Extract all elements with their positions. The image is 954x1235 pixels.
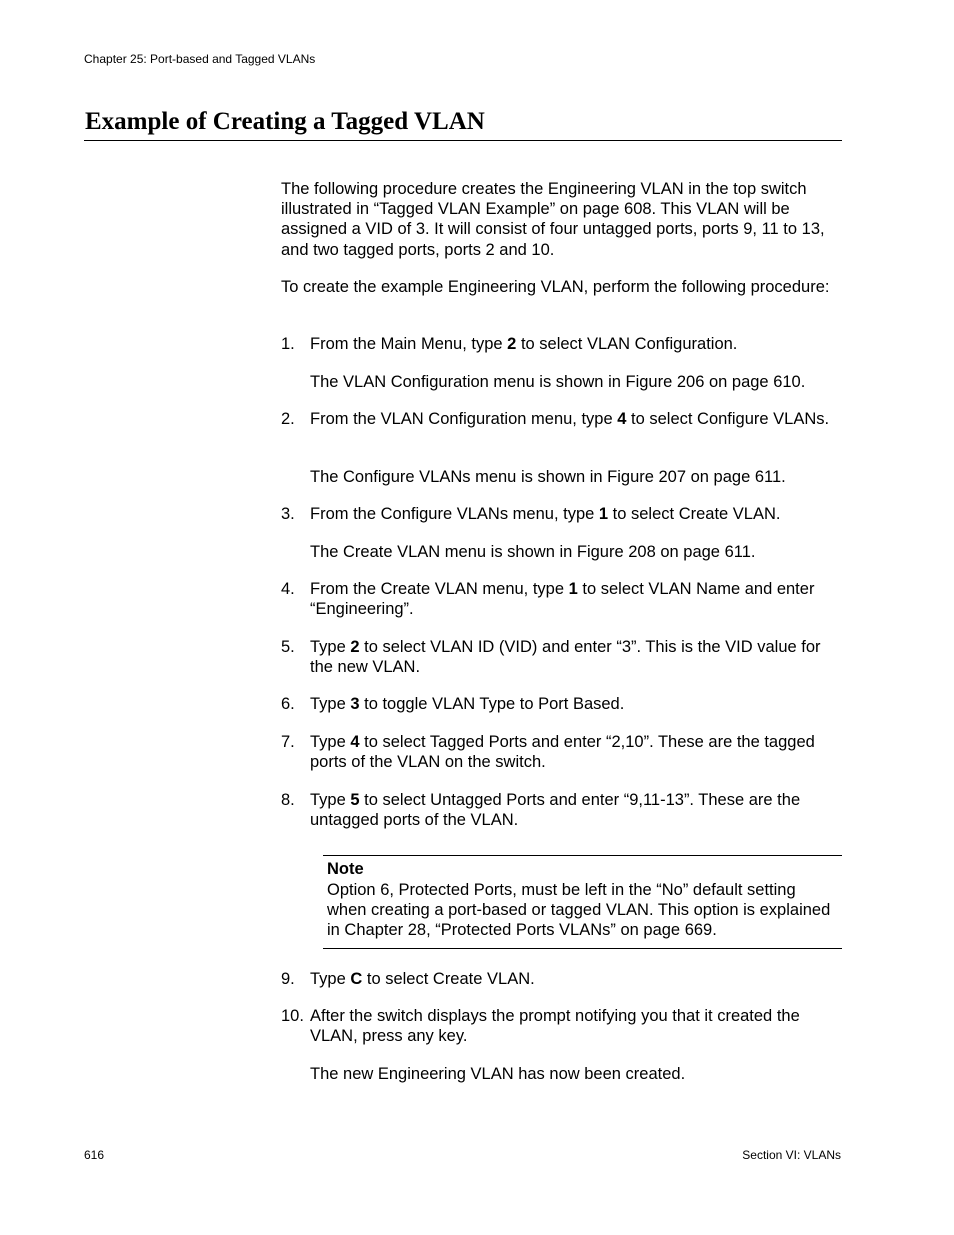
step-number: 10.: [281, 1007, 304, 1025]
step-number: 1.: [281, 335, 295, 353]
step-text: Type 3 to toggle VLAN Type to Port Based.: [310, 695, 625, 713]
step-text: From the Create VLAN menu, type 1 to select VLAN Name and enter “Engineering”.: [310, 580, 815, 619]
step-10: [281, 1006, 845, 1046]
running-head: Chapter 25: Port-based and Tagged VLANs: [84, 52, 316, 66]
step-key: 5: [350, 791, 360, 809]
step-text: Type 2 to select VLAN ID (VID) and enter “3”. This is the VID value for the new VLAN.: [310, 638, 821, 677]
step-3: [281, 504, 845, 524]
step-3-result: The Create VLAN menu is shown in Figure 208 on page 611.: [310, 543, 756, 561]
step-2: [281, 409, 845, 429]
note-body: Option 6, Protected Ports, must be left in the “No” default setting when creating a port-based or tagged VLAN. This option is explained in Chapter 28, “Protected Ports VLANs” on page 669.: [327, 881, 831, 940]
page-number: 616: [84, 1148, 105, 1162]
step-number: 4.: [281, 580, 295, 598]
step-key: C: [350, 970, 363, 988]
step-number: 9.: [281, 970, 295, 988]
step-number: 3.: [281, 505, 295, 523]
step-5: [281, 637, 845, 677]
step-key: 3: [350, 695, 360, 713]
step-key: 1: [568, 580, 578, 598]
title-rule: [84, 140, 842, 141]
step-text: From the Configure VLANs menu, type 1 to select Create VLAN.: [310, 505, 781, 523]
step-key: 2: [507, 335, 517, 353]
note-box: [323, 855, 842, 949]
step-text: Type 5 to select Untagged Ports and enter “9,11-13”. These are the untagged ports of the VLAN.: [310, 791, 801, 830]
step-4: [281, 579, 845, 619]
step-number: 8.: [281, 791, 295, 809]
step-1: [281, 334, 845, 354]
step-key: 1: [598, 505, 609, 523]
step-number: 2.: [281, 410, 295, 428]
step-10-result: The new Engineering VLAN has now been created.: [310, 1065, 686, 1083]
step-1-result: The VLAN Configuration menu is shown in Figure 206 on page 610.: [310, 373, 806, 391]
step-7: [281, 732, 845, 772]
step-key: 4: [350, 733, 360, 751]
step-text: After the switch displays the prompt notifying you that it created the VLAN, press any key.: [310, 1007, 800, 1046]
step-2-result: The Configure VLANs menu is shown in Figure 207 on page 611.: [310, 468, 786, 486]
footer-section-name: Section VI: VLANs: [742, 1148, 841, 1162]
step-key: 2: [350, 638, 360, 656]
step-number: 7.: [281, 733, 295, 751]
intro-paragraph: The following procedure creates the Engineering VLAN in the top switch illustrated in “Tagged VLAN Example” on page 608. This VLAN will be assigned a VID of 3. It will consist of four untagged ports, ports 9, 11 to 13, and two tagged ports, ports 2 and 10.: [281, 180, 825, 259]
step-9: [281, 969, 845, 989]
step-8: [281, 790, 845, 830]
note-heading: Note: [327, 860, 364, 878]
step-number: 5.: [281, 638, 295, 656]
step-text: From the Main Menu, type 2 to select VLAN Configuration.: [310, 335, 738, 353]
intro-paragraph-procedure: To create the example Engineering VLAN, perform the following procedure:: [281, 278, 830, 296]
step-text: Type C to select Create VLAN.: [310, 970, 535, 988]
section-title: Example of Creating a Tagged VLAN: [85, 108, 485, 135]
step-key: 4: [617, 410, 627, 428]
step-text: From the VLAN Configuration menu, type 4 to select Configure VLANs.: [310, 410, 830, 428]
step-number: 6.: [281, 695, 295, 713]
step-text: Type 4 to select Tagged Ports and enter “2,10”. These are the tagged ports of the VLAN on the switch.: [310, 733, 815, 772]
step-6: [281, 694, 845, 714]
